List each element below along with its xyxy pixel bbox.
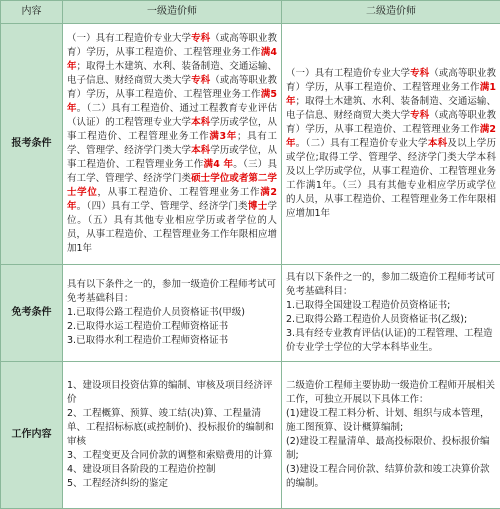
- row-work: [1, 362, 500, 509]
- highlight-text: 满2年: [67, 187, 277, 212]
- highlight-text: 满2年: [286, 124, 496, 149]
- cell-line: 1.已取得全国建设工程造价员资格证书;: [286, 299, 496, 313]
- exemption-level2: [282, 265, 500, 362]
- header-level1: 一级造价师: [63, 1, 282, 24]
- cell-line: 4、建设项目各阶段的工程造价控制: [67, 463, 277, 477]
- body-text: 。（二）具有工程造价专业大学: [296, 138, 428, 149]
- highlight-text: 满4 年: [204, 159, 234, 170]
- row-exemption: [1, 265, 500, 362]
- label-work: 工作内容: [1, 362, 63, 509]
- body-text: 。（二）具有工程造价、通过工程教育专业评估（认证）的工程管理专业大学: [67, 103, 277, 128]
- body-text: ；取得土木建筑、水利、装备制造、交通运输、电子信息、财经商贸大类大学: [67, 61, 277, 86]
- body-text: ；取得土木建筑、水利、装备制造、交通运输、电子信息、财经商贸大类大学: [286, 96, 496, 121]
- highlight-text: 满1年: [286, 82, 496, 107]
- cell-line: 具有以下条件之一的，参加一级造价工程师考试可免考基础科目：: [67, 278, 277, 306]
- highlight-text: 专科: [410, 68, 429, 79]
- cell-line: 2、工程概算、预算、竣工结(决)算、工程量清单、工程招标标底(或控制价)、投标报价的编制和审核: [67, 407, 277, 449]
- cell-line: (3)建设工程合同价款、结算价款和竣工决算价款的编制。: [286, 463, 496, 491]
- highlight-text: 本科: [191, 117, 210, 128]
- highlight-text: 专科: [410, 110, 429, 121]
- row-conditions: [1, 24, 500, 265]
- body-text: （或高等职业教育）学历，从事工程造价、工程管理业务工作: [286, 110, 496, 135]
- cell-line: 2.已取得水运工程造价工程师资格证书: [67, 320, 277, 334]
- cell-line: (2)建设工程量清单、最高投标限价、投标报价编制;: [286, 435, 496, 463]
- highlight-text: 专科: [191, 33, 210, 44]
- body-text: 。（四）具有工学、管理学、经济学门类: [77, 201, 248, 212]
- cell-line: 1.已取得公路工程造价人员资格证书(甲级): [67, 306, 277, 320]
- header-content: 内容: [1, 1, 63, 24]
- body-text: 。（三）具有工学、管理学、经济学门类: [67, 159, 277, 184]
- conditions-level1: [63, 24, 282, 265]
- cell-line: 二级造价工程师主要协助一级造价工程师开展相关工作，可独立开展以下具体工作：: [286, 379, 496, 407]
- header-row: [1, 1, 500, 24]
- body-text: （一）具有工程造价专业大学: [67, 33, 191, 44]
- header-level2: 二级造价师: [282, 1, 500, 24]
- highlight-text: 专科: [191, 75, 210, 86]
- body-text: （一）具有工程造价专业大学: [286, 68, 410, 79]
- body-text: 学历或学位，从事工程造价、工程管理业务工作: [67, 145, 277, 170]
- label-exemption: 免考条件: [1, 265, 63, 362]
- highlight-text: 满4年: [67, 47, 277, 72]
- body-text: ；具有工学、管理学、经济学门类大学: [67, 131, 277, 156]
- cell-line: 3.已取得水利工程造价工程师资格证书: [67, 334, 277, 348]
- cell-line: 5、工程经济纠纷的鉴定: [67, 477, 277, 491]
- highlight-text: 本科: [191, 145, 210, 156]
- body-text: （或高等职业教育）学历，从事工程造价、工程管理业务工作: [286, 68, 496, 93]
- cell-line: (1)建设工程工料分析、计划、组织与成本管理，施工图预算、设计概算编制;: [286, 407, 496, 435]
- highlight-text: 本科: [428, 138, 448, 149]
- body-text: （或高等职业教育）学历，从事工程造价、工程管理业务工作: [67, 33, 277, 58]
- body-text: 及以上学历或学位;取得工学、管理学、经济学门类大学本科及以上学历或学位，从事工程造价、工程管理业务工作满1年。（三）具有其他专业相应学历或学位的人员，从事工程造价、工程管理业务工作年限相应增加1年: [286, 138, 496, 219]
- cell-line: 3、工程变更及合同价款的调整和索赔费用的计算: [67, 449, 277, 463]
- body-text: 学位。（五）具有其他专业相应学历或者学位的人员，从事工程造价、工程管理业务工作年限相应增加1年: [67, 201, 277, 254]
- body-text: ，从事工程造价、工程管理业务工作: [98, 187, 261, 198]
- highlight-text: 博士: [248, 201, 268, 212]
- body-text: （或高等职业教育）学历，从事工程造价、工程管理业务工作: [67, 75, 277, 100]
- highlight-text: 满3年: [209, 131, 237, 142]
- label-conditions: 报考条件: [1, 24, 63, 265]
- cell-line: 1、建设项目投资估算的编制、审核及项目经济评价: [67, 379, 277, 407]
- highlight-text: 硕士学位或者第二学士学位: [67, 173, 277, 198]
- cell-line: 3.具有经专业教育评估(认证)的工程管理、工程造价专业学士学位的大学本科毕业生。: [286, 327, 496, 355]
- exemption-level1: [63, 265, 282, 362]
- body-text: 学历或学位，从事工程造价、工程管理业务工作: [67, 117, 277, 142]
- conditions-level2: [282, 24, 500, 265]
- work-level2: [282, 362, 500, 509]
- highlight-text: 满5年: [67, 89, 277, 114]
- cell-line: 具有以下条件之一的，参加二级造价工程师考试可免考基础科目：: [286, 271, 496, 299]
- work-level1: [63, 362, 282, 509]
- cell-line: 2.已取得公路工程造价人员资格证书(乙级);: [286, 313, 496, 327]
